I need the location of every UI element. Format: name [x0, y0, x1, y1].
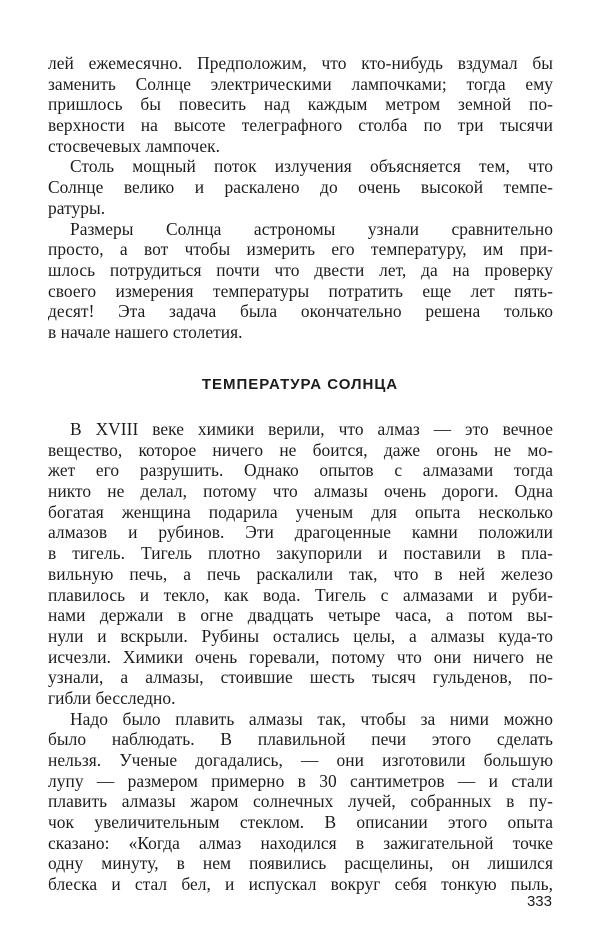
text-line: своего измерения температуры потратить еще лет пять- [48, 280, 553, 301]
text-line: жет его разрушить. Однако опытов с алмазами тогда [48, 460, 553, 481]
text-line: было наблюдать. В плавильной печи этого сделать [48, 729, 553, 750]
text-line: богатая женщина подарила ученым для опыта несколько [48, 501, 553, 522]
text-line: исчезли. Химики очень горевали, потому что они ничего не [48, 646, 553, 667]
text-line: Солнце велико и раскалено до очень высокой темпе- [48, 177, 553, 198]
text-line: нули и вскрыли. Рубины остались целы, а алмазы куда-то [48, 625, 553, 646]
text-block-main [48, 419, 553, 895]
text-line: сказано: «Когда алмаз находился в зажигательной точке [48, 832, 553, 853]
text-line: В XVIII веке химики верили, что алмаз — это вечное [70, 419, 553, 439]
text-line: Столь мощный поток излучения объясняется тем, что [70, 156, 553, 177]
text-line: в начале нашего столетия. [48, 321, 243, 342]
text-line: просто, а вот чтобы измерить его температуру, им при- [48, 239, 553, 260]
text-line: Надо было плавить алмазы так, чтобы за ними можно [70, 708, 553, 729]
text-line: никто не делал, потому что алмазы очень дороги. Одна [48, 481, 553, 502]
text-line: заменить Солнце электрическими лампочками; тогда ему [48, 73, 553, 94]
text-line: вещество, которое ничего не боится, даже огонь не мо- [48, 439, 553, 460]
text-line: нами держали в огне двадцать четыре часа, а потом вы- [48, 605, 553, 626]
text-line: алмазов и рубинов. Эти драгоценные камни положили [48, 522, 553, 543]
text-line: лей ежемесячно. Предположим, что кто-нибудь вздумал бы [48, 53, 553, 73]
text-line: нельзя. Ученые догадались, — они изготовили большую [48, 750, 553, 770]
text-block-top [48, 53, 553, 343]
text-line: блеска и стал бел, и испускал вокруг себя тонкую пыль, [48, 874, 553, 895]
text-line: десят! Эта задача была окончательно решена только [48, 301, 553, 322]
text-line: лупу — размером примерно в 30 сантиметров — и стали [48, 770, 553, 791]
section-heading: ТЕМПЕРАТУРА СОЛНЦА [201, 376, 399, 393]
text-line: ратуры. [48, 197, 106, 218]
text-line: вильную печь, а печь раскалили так, что в ней железо [48, 563, 553, 584]
text-line: одну минуту, в нем появились расщелины, он лишился [48, 853, 553, 874]
page-number: 333 [526, 893, 552, 910]
text-line: шлось потрудиться почти что двести лет, да на проверку [48, 259, 553, 280]
text-line: плавилось и текло, как вода. Тигель с алмазами и руби- [48, 584, 553, 605]
text-line: Размеры Солнца астрономы узнали сравнительно [70, 218, 553, 239]
text-line: пришлось бы повесить над каждым метром земной по- [48, 94, 553, 115]
text-line: плавить алмазы жаром солнечных лучей, собранных в пу- [48, 791, 553, 812]
text-line: чок увеличительным стеклом. В описании этого опыта [48, 812, 553, 833]
text-line: стосвечевых лампочек. [48, 135, 221, 156]
text-line: верхности на высоте телеграфного столба по три тысячи [48, 115, 553, 136]
text-line: в тигель. Тигель плотно закупорили и поставили в пла- [48, 543, 553, 564]
text-line: узнали, а алмазы, стоившие шесть тысяч гульденов, по- [48, 667, 553, 688]
text-line: гибли бесследно. [48, 687, 176, 708]
